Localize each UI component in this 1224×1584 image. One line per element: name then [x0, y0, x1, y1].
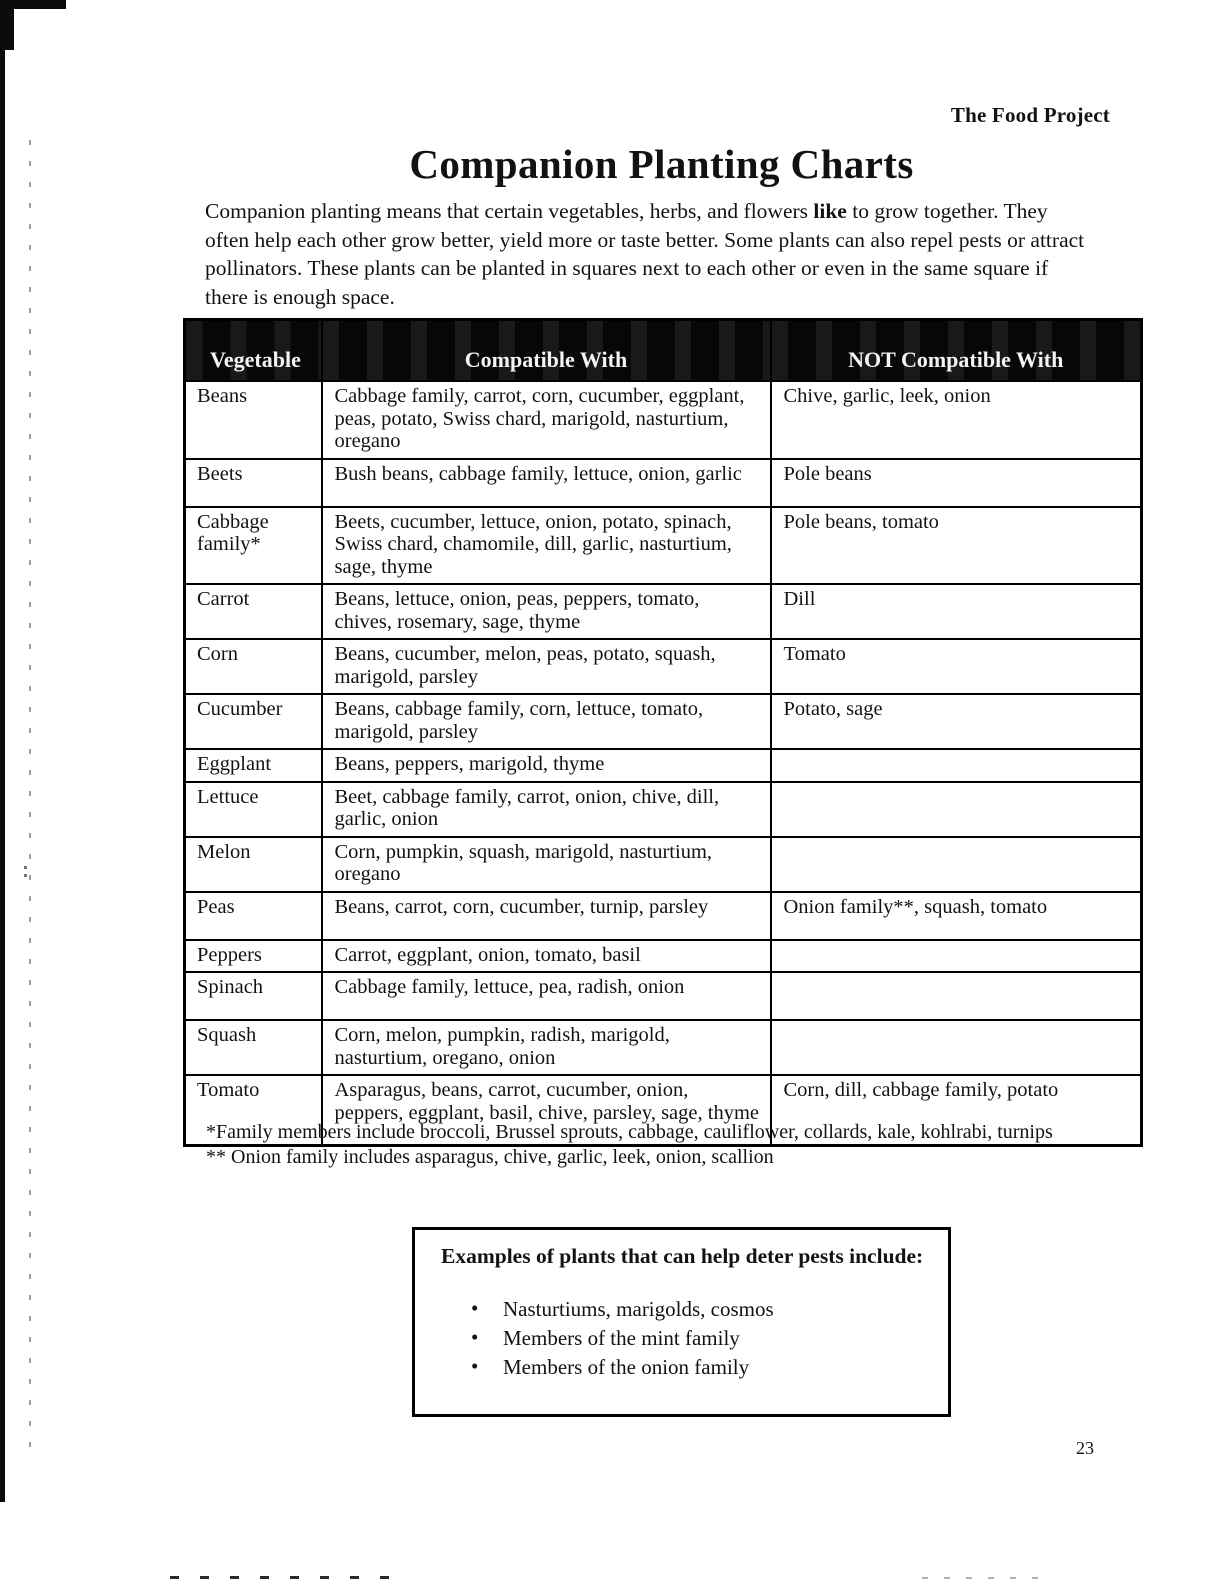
- table-row: [185, 584, 1142, 639]
- compatible-cell: Beet, cabbage family, carrot, onion, chive, dill, garlic, onion: [322, 782, 771, 837]
- compatible-cell: Corn, pumpkin, squash, marigold, nasturtium, oregano: [322, 837, 771, 892]
- compatible-cell: Beets, cucumber, lettuce, onion, potato, spinach, Swiss chard, chamomile, dill, garlic, nasturtium, sage, thyme: [322, 507, 771, 585]
- vegetable-cell: Peas: [185, 892, 322, 940]
- compatible-cell: Beans, carrot, corn, cucumber, turnip, parsley: [322, 892, 771, 940]
- page-number: 23: [1076, 1438, 1094, 1458]
- vegetable-cell: Squash: [185, 1020, 322, 1075]
- vegetable-cell: Beans: [185, 381, 322, 459]
- intro-text-bold: like: [813, 199, 847, 223]
- footnote-onion-family: ** Onion family includes asparagus, chive, garlic, leek, onion, scallion: [206, 1146, 774, 1169]
- table-header-row: [185, 320, 1142, 382]
- compatible-cell: Carrot, eggplant, onion, tomato, basil: [322, 940, 771, 973]
- vegetable-cell: Cabbage family*: [185, 507, 322, 585]
- intro-paragraph: [205, 197, 1095, 311]
- compatible-cell: Asparagus, beans, carrot, cucumber, onion, peppers, eggplant, basil, chive, parsley, sage, thyme: [322, 1075, 771, 1145]
- scan-artifact-left-strip: [0, 0, 5, 1502]
- header-vegetable: Vegetable: [185, 320, 322, 382]
- not-compatible-cell: Corn, dill, cabbage family, potato: [771, 1075, 1142, 1145]
- compatible-cell: Corn, melon, pumpkin, radish, marigold, nasturtium, oregano, onion: [322, 1020, 771, 1075]
- not-compatible-cell: Onion family**, squash, tomato: [771, 892, 1142, 940]
- intro-text-after: to grow together. They often help each other grow better, yield more or taste better. Some plants can also repel pests or attract pollinators. These plants can be planted in squares next to each other or even in the same square if there is enough space.: [205, 199, 1085, 309]
- vegetable-cell: Spinach: [185, 972, 322, 1020]
- org-name: The Food Project: [950, 103, 1110, 127]
- table-row: [185, 940, 1142, 973]
- compatible-cell: Beans, cucumber, melon, peas, potato, squash, marigold, parsley: [322, 639, 771, 694]
- table-row: [185, 837, 1142, 892]
- compatible-cell: Bush beans, cabbage family, lettuce, onion, garlic: [322, 459, 771, 507]
- footnotes: [206, 1120, 1141, 1171]
- compatible-cell: Beans, cabbage family, corn, lettuce, tomato, marigold, parsley: [322, 694, 771, 749]
- vegetable-cell: Beets: [185, 459, 322, 507]
- table-row: [185, 892, 1142, 940]
- vegetable-cell: Tomato: [185, 1075, 322, 1145]
- footnote-family: *Family members include broccoli, Brussel sprouts, cabbage, cauliflower, collards, kale, kohlrabi, turnips: [206, 1121, 1053, 1143]
- not-compatible-cell: Tomato: [771, 639, 1142, 694]
- scan-artifact-speck: [24, 866, 27, 878]
- table-row: [185, 507, 1142, 585]
- not-compatible-cell: [771, 782, 1142, 837]
- scan-artifact-bottom-faint: [922, 1577, 1042, 1579]
- list-item: • Nasturtiums, marigolds, cosmos: [471, 1295, 928, 1324]
- list-item: • Members of the onion family: [471, 1353, 928, 1382]
- deter-pests-box: [412, 1227, 951, 1417]
- table-row: [185, 749, 1142, 782]
- table-row: [185, 694, 1142, 749]
- compatible-cell: Cabbage family, carrot, corn, cucumber, eggplant, peas, potato, Swiss chard, marigold, nasturtium, oregano: [322, 381, 771, 459]
- table-row: [185, 459, 1142, 507]
- table-row: [185, 1020, 1142, 1075]
- not-compatible-cell: [771, 837, 1142, 892]
- header-not-compatible: NOT Compatible With: [771, 320, 1142, 382]
- table-row: [185, 782, 1142, 837]
- table-row: [185, 972, 1142, 1020]
- vegetable-cell: Peppers: [185, 940, 322, 973]
- deter-pests-list: [471, 1295, 928, 1382]
- not-compatible-cell: Dill: [771, 584, 1142, 639]
- vegetable-cell: Corn: [185, 639, 322, 694]
- header-compatible: Compatible With: [322, 320, 771, 382]
- not-compatible-cell: Pole beans: [771, 459, 1142, 507]
- not-compatible-cell: Chive, garlic, leek, onion: [771, 381, 1142, 459]
- scan-artifact-edge-line: [29, 140, 31, 1460]
- vegetable-cell: Carrot: [185, 584, 322, 639]
- compatible-cell: Cabbage family, lettuce, pea, radish, onion: [322, 972, 771, 1020]
- not-compatible-cell: Pole beans, tomato: [771, 507, 1142, 585]
- scan-artifact-top-blob: [0, 0, 14, 50]
- deter-pests-heading: Examples of plants that can help deter pests include:: [441, 1244, 924, 1268]
- table-row: [185, 381, 1142, 459]
- list-item: • Members of the mint family: [471, 1324, 928, 1353]
- vegetable-cell: Cucumber: [185, 694, 322, 749]
- vegetable-cell: Eggplant: [185, 749, 322, 782]
- table-row: [185, 639, 1142, 694]
- not-compatible-cell: [771, 972, 1142, 1020]
- scan-artifact-bottom-dashes: [170, 1576, 398, 1579]
- not-compatible-cell: [771, 749, 1142, 782]
- intro-text-before: Companion planting means that certain vegetables, herbs, and flowers: [205, 199, 814, 223]
- not-compatible-cell: Potato, sage: [771, 694, 1142, 749]
- vegetable-cell: Melon: [185, 837, 322, 892]
- not-compatible-cell: [771, 940, 1142, 973]
- compatible-cell: Beans, lettuce, onion, peas, peppers, tomato, chives, rosemary, sage, thyme: [322, 584, 771, 639]
- companion-planting-table: [183, 318, 1143, 1147]
- compatible-cell: Beans, peppers, marigold, thyme: [322, 749, 771, 782]
- not-compatible-cell: [771, 1020, 1142, 1075]
- vegetable-cell: Lettuce: [185, 782, 322, 837]
- page-title: Companion Planting Charts: [409, 141, 914, 187]
